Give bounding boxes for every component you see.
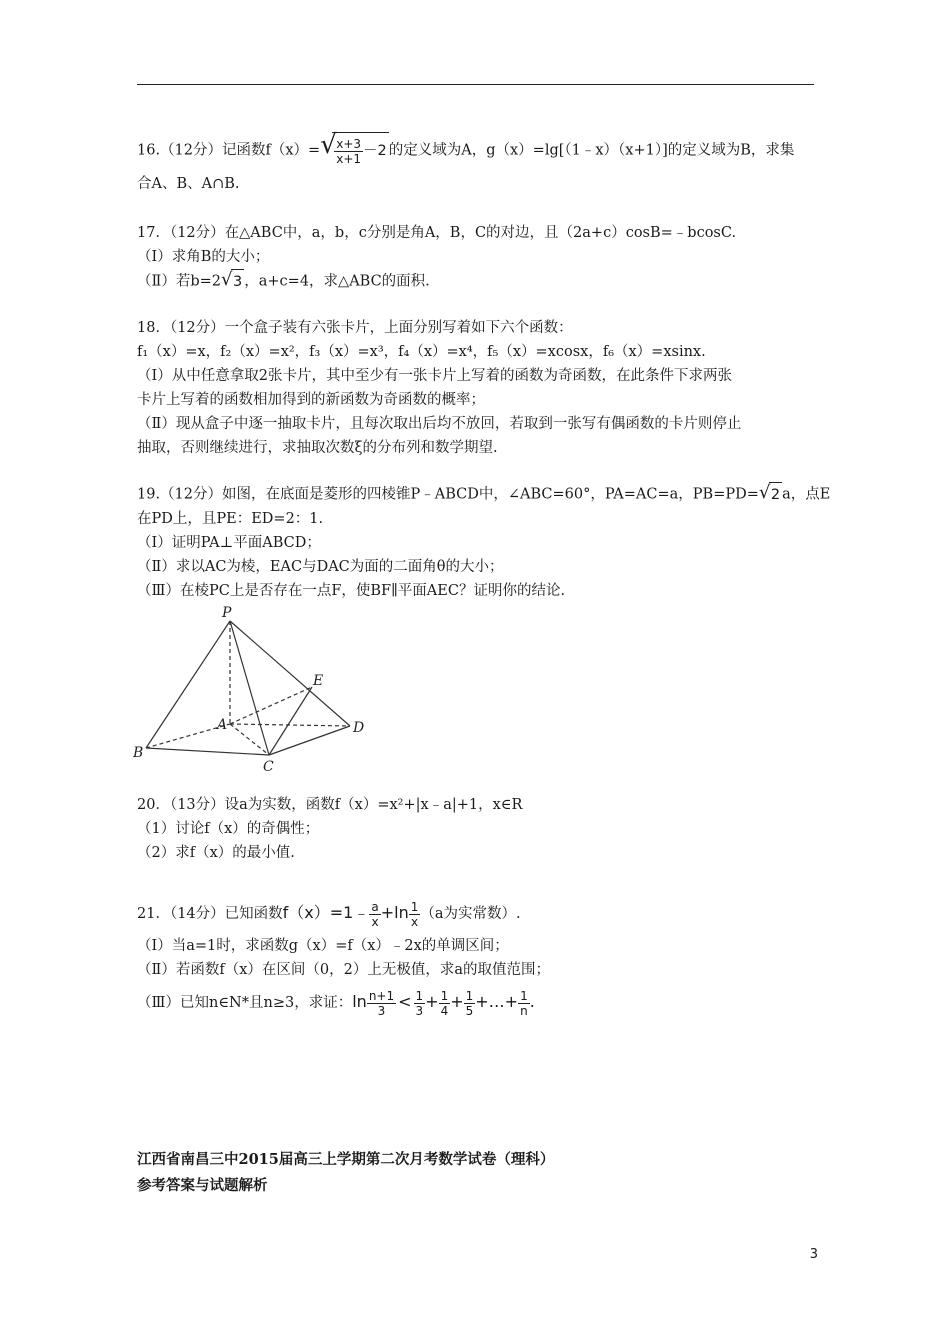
q16-minus-two: －2	[363, 143, 387, 159]
q19-line5: （Ⅲ）在棱PC上是否存在一点F，使BF∥平面AEC？证明你的结论.	[137, 583, 566, 599]
q21-lt: <	[398, 992, 412, 1011]
q16-sqrt: √ $\frac{x+3}{x+1}$ －2	[320, 132, 389, 169]
q21-dots: +…+	[475, 992, 519, 1011]
q18-line1: 18．（12分）一个盒子装有六张卡片，上面分别写着如下六个函数：	[137, 320, 573, 336]
edge-CD	[269, 726, 350, 755]
q17-radicand: 3	[231, 269, 244, 294]
q20-line2: （1）讨论f（x）的奇偶性；	[137, 821, 320, 837]
answer-section-heading	[137, 1147, 554, 1199]
q21-frac-a: $\frac{a}{x}$	[371, 899, 379, 929]
question-16	[137, 132, 817, 199]
answer-subtitle: 参考答案与试题解析	[137, 1177, 268, 1194]
edge-AD	[230, 724, 350, 726]
q17-line3-pre: （Ⅱ）若b=2	[137, 273, 222, 290]
pyramid-diagram	[133, 605, 373, 777]
q19-radicand: 2	[769, 482, 782, 507]
q18-line2: f₁（x）=x，f₂（x）=x²，f₃（x）=x³，f₄（x）=x⁴，f₅（x）=xcosx，f₆（x）=xsinx.	[137, 344, 706, 360]
q18-line5: （Ⅱ）现从盒子中逐一抽取卡片，且每次取出后均不放回，若取到一张写有偶函数的卡片则停止	[137, 416, 742, 432]
q21-line1-pre: 21．（14分）已知函数	[137, 906, 283, 922]
q21-plus-2: +	[450, 992, 464, 1011]
q19-sqrt: √ 2	[759, 482, 782, 507]
q21-end: .	[529, 992, 535, 1011]
q21-plus-1: +	[425, 992, 439, 1011]
q21-plus-ln: +ln	[380, 903, 409, 922]
question-17	[137, 221, 817, 294]
q17-line3-post: ，a+c=4，求△ABC的面积.	[244, 273, 430, 290]
q21-line2: （Ⅰ）当a=1时，求函数g（x）=f（x）﹣2x的单调区间；	[137, 938, 509, 954]
q21-line4-pre: （Ⅲ）已知n∈N*且n≥3，求证：	[137, 995, 353, 1011]
label-E: E	[313, 673, 324, 689]
q21-term-2: $\frac{1}{4}$	[440, 988, 449, 1018]
q18-line4: 卡片上写着的函数相加得到的新函数为奇函数的概率；	[137, 392, 485, 408]
q19-line2: 在PD上，且PE：ED=2：1.	[137, 511, 324, 527]
q16-line2: 合A、B、A∩B.	[137, 176, 240, 192]
q17-line2: （Ⅰ）求角B的大小；	[137, 249, 270, 265]
question-19	[133, 482, 831, 777]
q19-line4: （Ⅱ）求以AC为棱，EAC与DAC为面的二面角θ的大小；	[137, 559, 504, 575]
exam-title: 江西省南昌三中2015届高三上学期第二次月考数学试卷（理科）	[137, 1151, 555, 1168]
label-B: B	[133, 745, 144, 761]
edge-PD	[230, 621, 350, 726]
question-18	[137, 316, 817, 460]
exam-content	[133, 130, 831, 1045]
label-P: P	[222, 605, 232, 621]
question-20	[137, 793, 817, 865]
header-rule	[137, 84, 814, 85]
q16-pre: 16.（12分）记函数f（x）=	[137, 142, 321, 159]
q18-line3: （Ⅰ）从中任意拿取2张卡片，其中至少有一张卡片上写着的函数为奇函数，在此条件下求两张	[137, 368, 732, 384]
q16-frac-den: x+1	[336, 151, 362, 166]
label-C: C	[263, 759, 274, 775]
q17-sqrt: √ 3	[221, 269, 244, 294]
q16-post: 的定义域为A，g（x）=lg[（1﹣x）（x+1）]的定义域为B，求集	[388, 142, 795, 159]
q19-line1-pre: 19.（12分）如图，在底面是菱形的四棱锥P﹣ABCD中，∠ABC=60°，PA=AC=a，PB=PD=	[137, 486, 759, 503]
q21-ln-frac: $\frac{n+1}{3}$	[368, 988, 395, 1018]
page-number: 3	[809, 1247, 818, 1262]
q21-term-3: $\frac{1}{5}$	[465, 988, 474, 1018]
q16-fraction	[334, 137, 363, 166]
edge-BC	[146, 748, 269, 755]
q21-line1-post: （a为实常数）.	[420, 906, 521, 922]
q17-line1: 17．（12分）在△ABC中，a，b，c分别是角A，B，C的对边，且（2a+c）cosB=﹣bcosC.	[137, 225, 737, 241]
label-D: D	[353, 720, 365, 736]
edge-AC	[230, 724, 269, 755]
q21-term-1: $\frac{1}{3}$	[415, 988, 424, 1018]
q21-term-n: $\frac{1}{n}$	[520, 988, 528, 1018]
q21-f-expr: f（x）=1﹣	[282, 903, 370, 922]
q20-line1: 20．（13分）设a为实数，函数f（x）=x²+|x﹣a|+1，x∈R	[137, 797, 523, 813]
q20-line3: （2）求f（x）的最小值.	[137, 845, 295, 861]
q19-line1-post: a，点E	[782, 486, 831, 503]
label-A: A	[217, 717, 228, 733]
pyramid-figure	[133, 605, 817, 777]
q21-ln: ln	[352, 992, 367, 1011]
q18-line6: 抽取，否则继续进行，求抽取次数ξ的分布列和数学期望.	[137, 440, 498, 456]
q21-line3: （Ⅱ）若函数f（x）在区间（0，2）上无极值，求a的取值范围；	[137, 962, 550, 978]
edge-PC	[230, 621, 269, 755]
q19-line3: （Ⅰ）证明PA⊥平面ABCD；	[137, 535, 321, 551]
question-21	[137, 893, 817, 1023]
q21-frac-1: $\frac{1}{x}$	[410, 899, 419, 929]
q16-frac-num: x+3	[336, 136, 362, 151]
